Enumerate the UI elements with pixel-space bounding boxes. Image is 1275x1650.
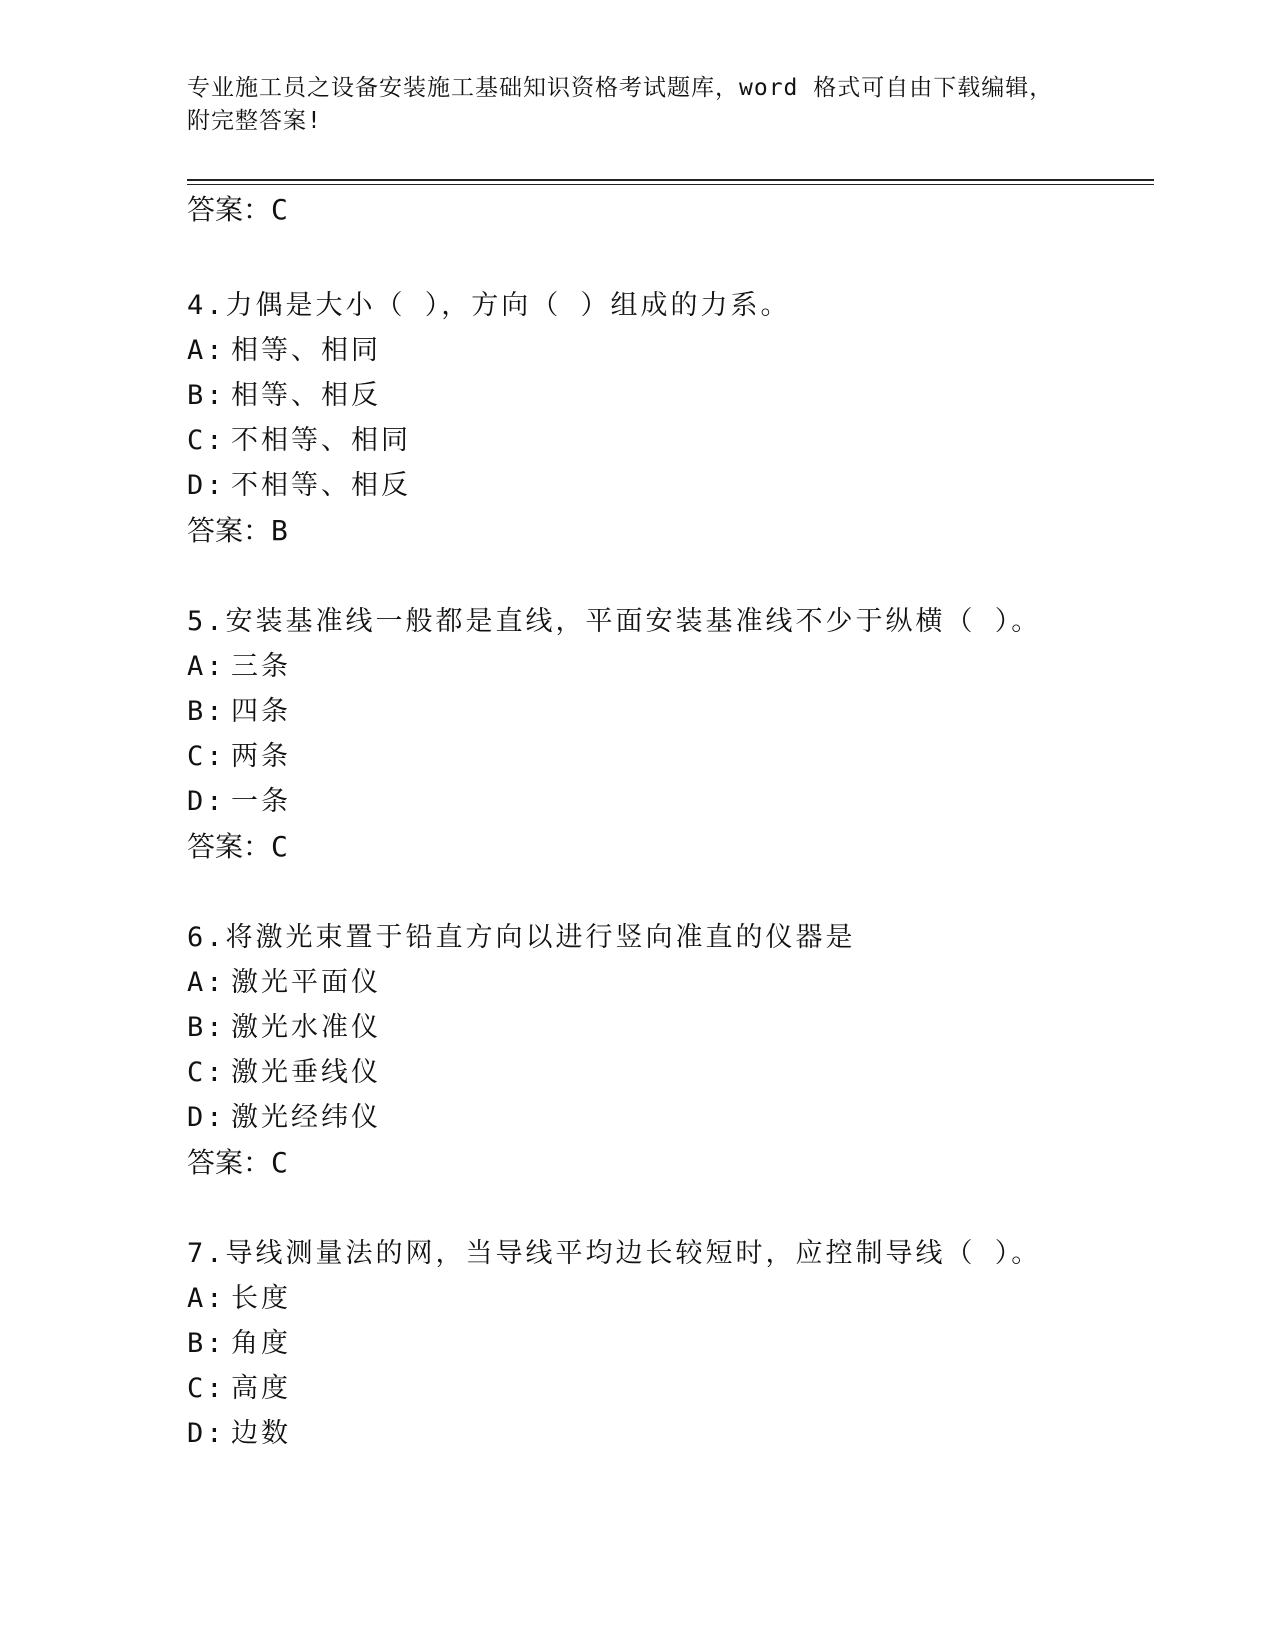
header-divider-thick xyxy=(187,179,1154,181)
option-b xyxy=(187,1321,1147,1366)
question-stem: 6.将激光束置于铅直方向以进行竖向准直的仪器是 xyxy=(187,922,856,953)
option-d xyxy=(187,463,1147,508)
header-line-2: 附完整答案! xyxy=(187,108,322,134)
option-d xyxy=(187,1411,1147,1456)
option-text: 边数 xyxy=(231,1418,291,1449)
question-answer: 答案：B xyxy=(187,514,288,547)
question-stem: 4.力偶是大小（ ），方向（ ）组成的力系。 xyxy=(187,290,791,321)
option-text: 四条 xyxy=(231,696,291,727)
option-b xyxy=(187,373,1147,418)
option-letter: C: xyxy=(187,741,226,772)
option-letter: D: xyxy=(187,786,226,817)
option-b xyxy=(187,1005,1147,1050)
option-text: 两条 xyxy=(231,741,291,772)
option-letter: B: xyxy=(187,696,226,727)
option-letter: B: xyxy=(187,380,226,411)
option-c xyxy=(187,1366,1147,1411)
option-letter: C: xyxy=(187,1057,226,1088)
option-letter: B: xyxy=(187,1012,226,1043)
option-text: 激光平面仪 xyxy=(231,967,381,998)
question-list xyxy=(187,283,1147,1502)
document-header xyxy=(187,72,1107,138)
question-answer: 答案：C xyxy=(187,1146,288,1179)
option-letter: A: xyxy=(187,335,226,366)
option-c xyxy=(187,418,1147,463)
question-stem: 5.安装基准线一般都是直线，平面安装基准线不少于纵横（ ）。 xyxy=(187,606,1042,637)
option-letter: D: xyxy=(187,470,226,501)
option-a xyxy=(187,1276,1147,1321)
option-c xyxy=(187,1050,1147,1095)
option-letter: D: xyxy=(187,1418,226,1449)
question-item xyxy=(187,915,1147,1185)
previous-question-answer: 答案：C xyxy=(187,193,288,226)
option-letter: A: xyxy=(187,1283,226,1314)
option-text: 相等、相同 xyxy=(231,335,381,366)
question-item xyxy=(187,1231,1147,1456)
option-text: 激光经纬仪 xyxy=(231,1102,381,1133)
option-d xyxy=(187,1095,1147,1140)
option-a xyxy=(187,960,1147,1005)
option-a xyxy=(187,328,1147,373)
option-text: 相等、相反 xyxy=(231,380,381,411)
option-text: 角度 xyxy=(231,1328,291,1359)
option-letter: B: xyxy=(187,1328,226,1359)
option-c xyxy=(187,734,1147,779)
option-text: 长度 xyxy=(231,1283,291,1314)
option-a xyxy=(187,644,1147,689)
header-line-1: 专业施工员之设备安装施工基础知识资格考试题库，word 格式可自由下载编辑， xyxy=(187,75,1054,101)
option-text: 不相等、相同 xyxy=(231,425,411,456)
option-letter: A: xyxy=(187,967,226,998)
question-item xyxy=(187,599,1147,869)
option-b xyxy=(187,689,1147,734)
option-text: 激光水准仪 xyxy=(231,1012,381,1043)
option-letter: D: xyxy=(187,1102,226,1133)
option-text: 激光垂线仪 xyxy=(231,1057,381,1088)
option-letter: A: xyxy=(187,651,226,682)
header-divider-thin xyxy=(187,184,1154,185)
option-text: 一条 xyxy=(231,786,291,817)
option-text: 三条 xyxy=(231,651,291,682)
question-item xyxy=(187,283,1147,553)
question-answer: 答案：C xyxy=(187,830,288,863)
option-text: 高度 xyxy=(231,1373,291,1404)
question-stem: 7.导线测量法的网，当导线平均边长较短时，应控制导线（ ）。 xyxy=(187,1238,1042,1269)
option-d xyxy=(187,779,1147,824)
option-letter: C: xyxy=(187,1373,226,1404)
option-letter: C: xyxy=(187,425,226,456)
option-text: 不相等、相反 xyxy=(231,470,411,501)
